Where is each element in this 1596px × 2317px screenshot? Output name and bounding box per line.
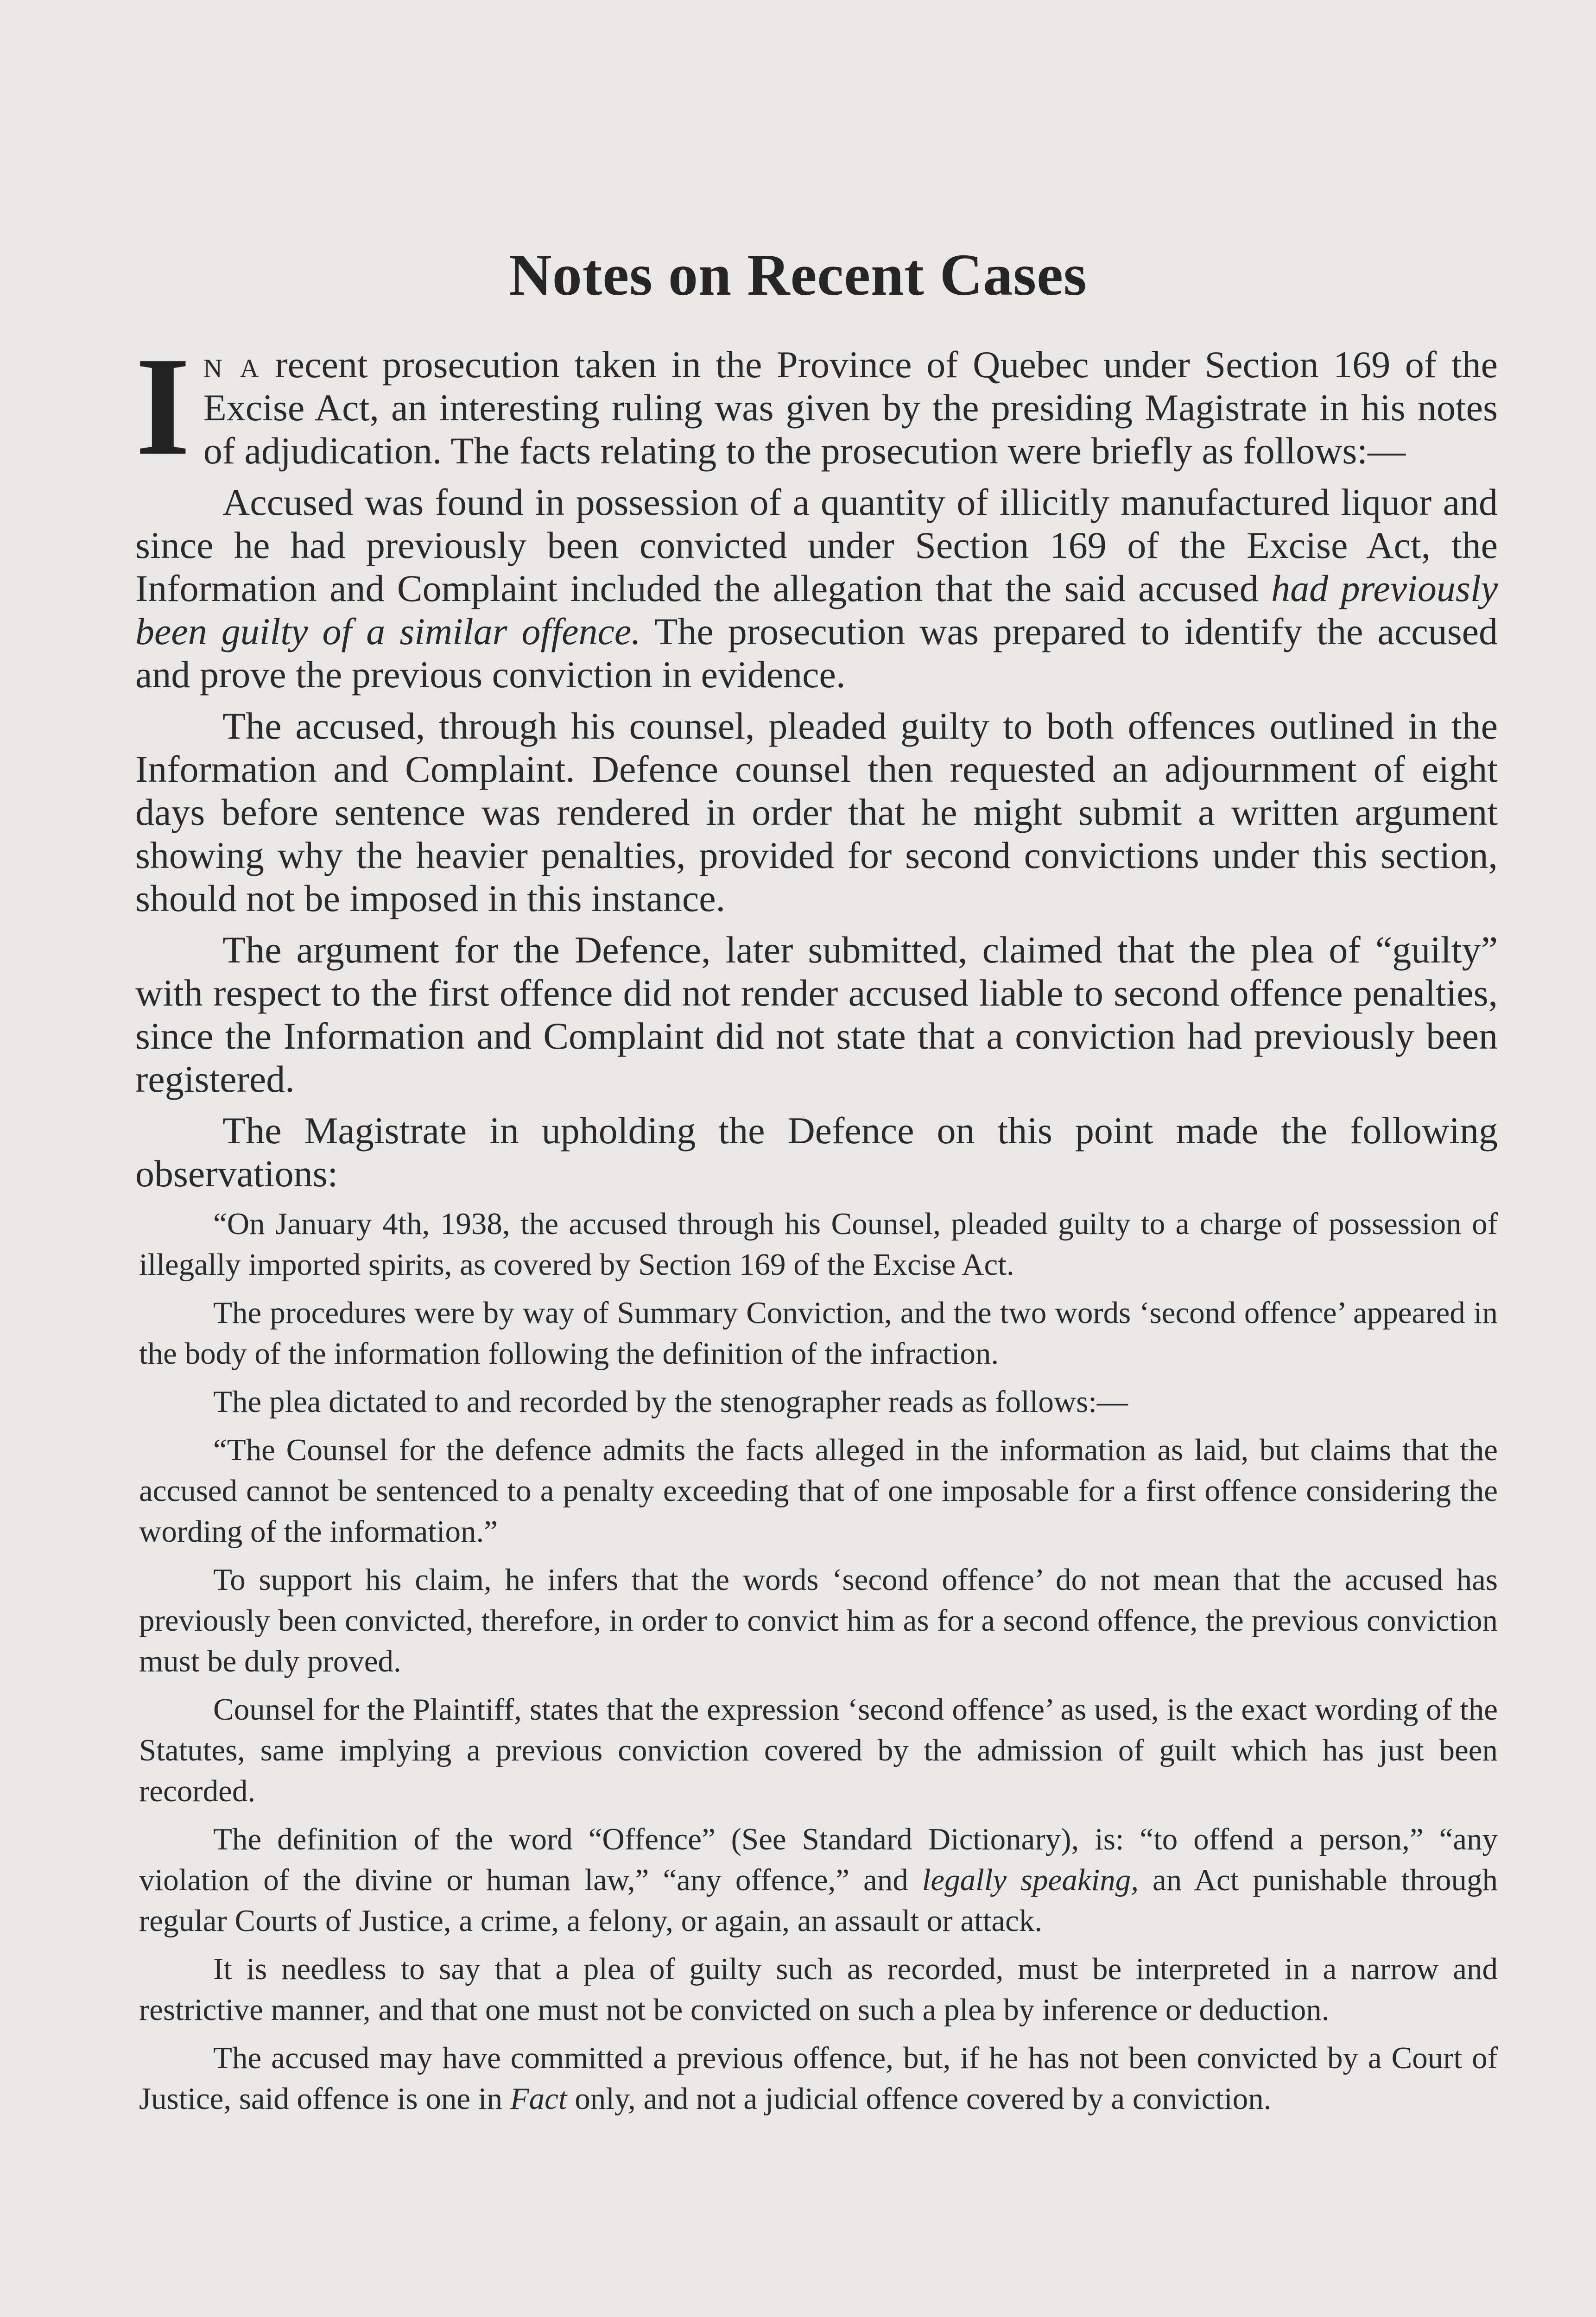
drop-cap: I [135,328,190,484]
article-body [135,328,1498,2127]
intro-text: recent prosecution taken in the Province of Quebec under Section 169 of the Excise Act, an interesting ruling was given by the presiding Magistrate in his notes of adjudication. The facts relating to the prosecution were briefly as follows:— [203,343,1498,472]
quote-paragraph: The plea dictated to and recorded by the stenographer reads as follows:— [213,1385,1128,1419]
quote-paragraph: The procedures were by way of Summary Conviction, and the two words ‘second offence’ appeared in the body of the information following the definition of the infraction. [139,1296,1498,1371]
italic-legally-speaking: legally speaking, [922,1863,1139,1897]
quote-text: an Act punishable through regular Courts of Justice, a crime, a felony, or again, an assault or attack. [139,1863,1498,1938]
quote-text: The accused may have committed a previous offence, but, if he has not been convicted by a Court of Justice, said offence is one in [139,2041,1498,2116]
quote-paragraph: “The Counsel for the defence admits the facts alleged in the information as laid, but claims that the accused cannot be sentenced to a penalty exceeding that of one imposable for a first offence considering the wording of the information.” [139,1433,1498,1549]
quote-paragraph: “On January 4th, 1938, the accused through his Counsel, pleaded guilty to a charge of possession of illegally imported spirits, as covered by Section 169 of the Excise Act. [139,1207,1498,1282]
paragraph-intro [135,328,1498,484]
quote-paragraph: To support his claim, he infers that the words ‘second offence’ do not mean that the accused has previously been convicted, therefore, in order to convict him as for a second offence, the previous conviction must be duly proved. [139,1563,1498,1678]
quote-paragraph: Counsel for the Plaintiff, states that the expression ‘second offence’ as used, is the exact wording of the Statutes, same implying a previous conviction covered by the admission of guilt which has just been recorded. [139,1692,1498,1808]
italic-allegation: had previously been guilty of a similar offence. [135,567,1498,652]
quote-paragraph: It is needless to say that a plea of guilty such as recorded, must be interpreted in a narrow and restrictive manner, and that one must not be convicted on such a plea by inference or deduction. [139,1952,1498,2027]
paragraph-text: The prosecution was prepared to identify the accused and prove the previous conviction in evidence. [135,610,1498,696]
italic-fact: Fact [510,2082,567,2116]
intro-smallcaps: n a [203,343,260,386]
quote-text: The definition of the word “Offence” (See Standard Dictionary), is: “to offend a person,” “any violation of the divine or human law,” “any offence,” and [139,1822,1498,1897]
paragraph-magistrate: The Magistrate in upholding the Defence on this point made the following observations: [135,1109,1498,1195]
page-title: Notes on Recent Cases [509,242,1087,308]
quote-paragraph [135,1819,1498,1941]
quote-paragraph [135,2038,1498,2119]
paragraph-text: Accused was found in possession of a quantity of illicitly manufactured liquor and since he had previously been convicted under Section 169 of the Excise Act, the Information and Complaint included the allegation that the said accused [135,481,1498,609]
paragraph-accused-found [135,481,1498,696]
paragraph-pleaded-guilty: The accused, through his counsel, pleaded guilty to both offences outlined in the Information and Complaint. Defence counsel then requested an adjournment of eight days before sentence was rendered in order that he might submit a written argument showing why the heavier penalties, provided for second convictions under this section, should not be imposed in this instance. [135,705,1498,919]
paragraph-argument: The argument for the Defence, later submitted, claimed that the plea of “guilty” with respect to the first offence did not render accused liable to second offence penalties, since the Information and Complaint did not state that a conviction had previously been registered. [135,929,1498,1100]
quote-text: only, and not a judicial offence covered by a conviction. [575,2082,1272,2116]
